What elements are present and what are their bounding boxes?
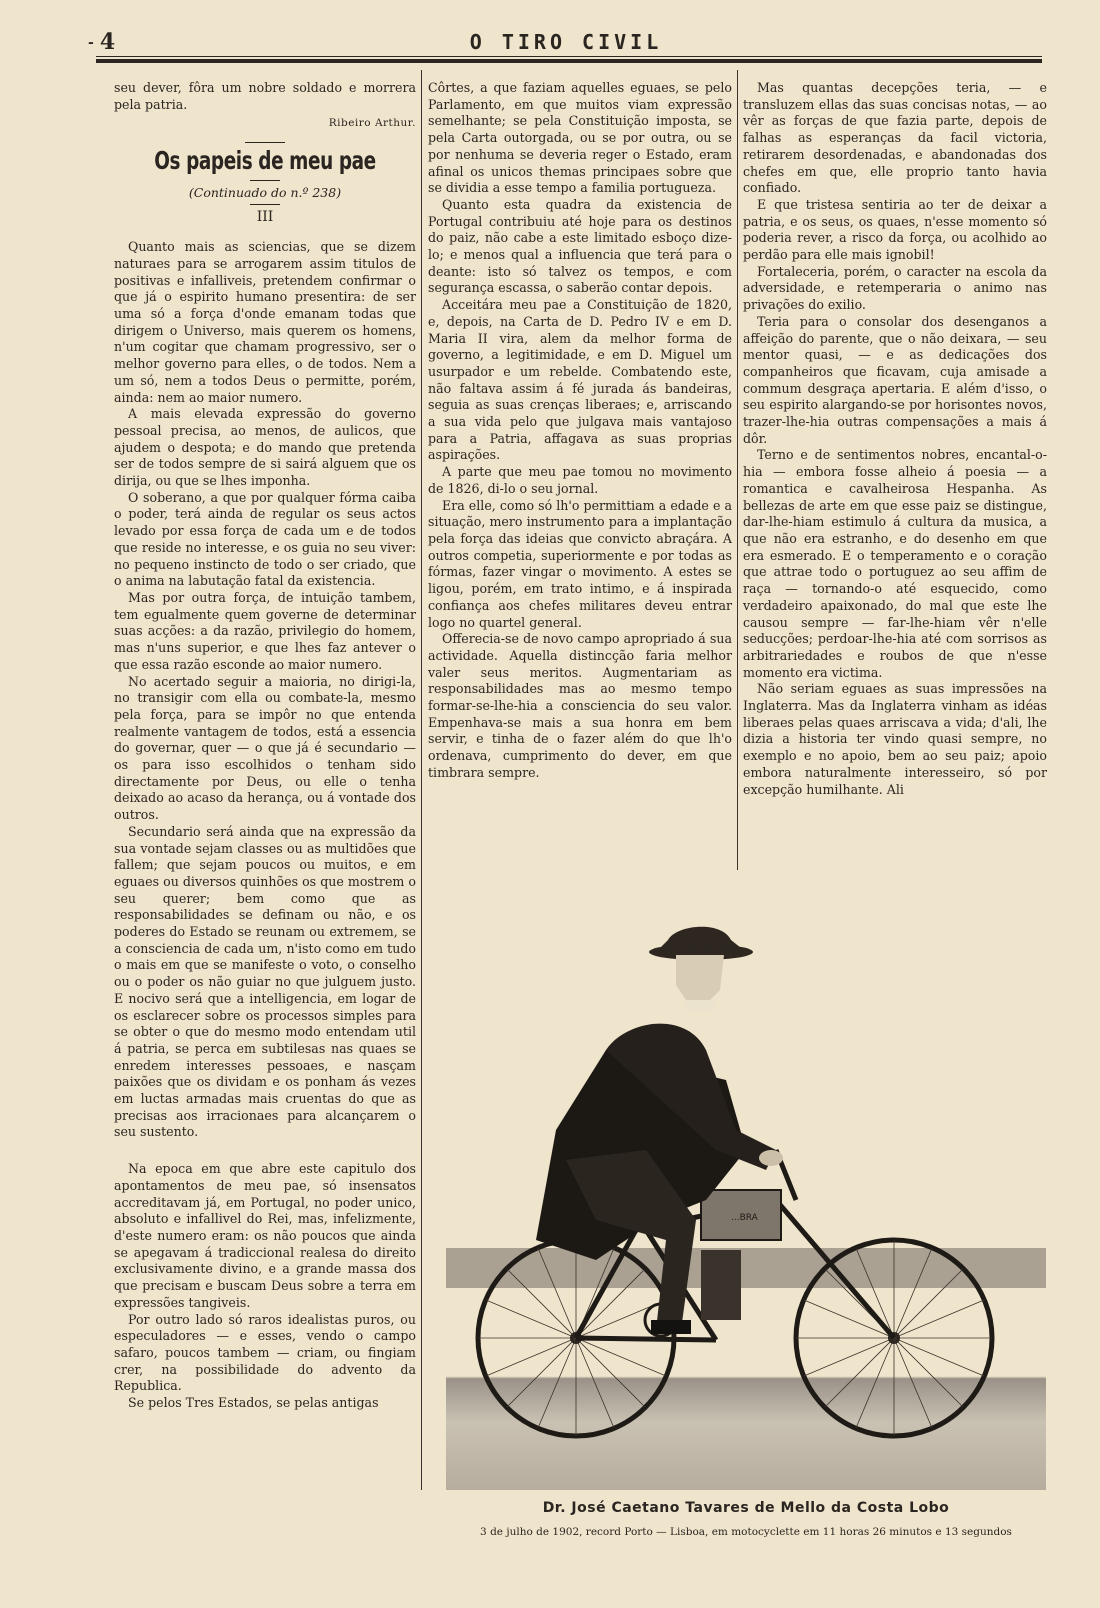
paragraph: Teria para o consolar dos desenganos a affeição do parente, que o não deixara, — seu mentor quasi, — e as dedicações dos companheiros que ficavam, cuja amisade a commum desgraça apertaria. E além d'isso, o seu espirito alargando-se por horisontes novos, trazer-lhe-hia outras compensações a mais á dôr. (743, 313, 1047, 446)
column-3 (743, 80, 1047, 798)
paragraph: O soberano, a que por qualquer fórma caiba o poder, terá ainda de regular os seus actos levado por essa força de cada um e de todos que reside no interesse, e os guia no seu viver: no pequeno instincto de todo o ser criado, que o anima na labutação fatal da existencia. (114, 489, 416, 589)
column-divider-1 (421, 70, 422, 1490)
paragraph: Na epoca em que abre este capitulo dos apontamentos de meu pae, só insensatos accreditavam já, em Portugal, no poder unico, absoluto e infallivel do Rei, mas, infelizmente, d'este numero eram: os não poucos que ainda se apegavam á tradiccional realesa do direito exclusivamente divino, e a grande massa dos que precisam e buscam Deus sobre a terra em expressões tangiveis. (114, 1161, 416, 1310)
section-rule (250, 204, 280, 205)
continued-note: (Continuado do n.º 238) (188, 184, 342, 200)
photo-caption-detail: 3 de julho de 1902, record Porto — Lisboa, em motocyclette em 11 horas 26 minutos e 13 segundos (480, 1526, 1012, 1538)
paragraph: Se pelos Tres Estados, se pelas antigas (128, 1395, 379, 1411)
engine (701, 1250, 741, 1320)
column-2 (428, 80, 732, 782)
paragraph: Era elle, como só lh'o permittiam a edade e a situação, mero instrumento para a implantação pela força das ideias que convicto abraçára. A outros competia, superiormente e por todas as fórmas, fazer vingar o movimento. A estes se ligou, porém, em trato intimo, e á inspirada confiança aos chefes militares deveu entrar logo no quartel general. (428, 497, 732, 630)
paragraph: Offerecia-se de novo campo apropriado á sua actividade. Aquella distincção faria melhor valer seus meritos. Augmentariam as responsabilidades mas ao mesmo tempo formar-se-lhe-hia a consciencia do seu valor. Empenhava-se mais a sua honra em bem servir, e tinha de o fazer além do que lh'o ordenava, cumprimento do dever, em que timbrara sempre. (428, 631, 732, 780)
article-title: Os papeis de meu pae (154, 146, 376, 176)
paragraph: Quanto esta quadra da existencia de Portugal contribuiu até hoje para os destinos do paiz, não cabe a este limitado esboço dize-lo; e menos qual a influencia que terá para o deante: isto só talvez os tempos, e com segurança escassa, o saberão contar depois. (428, 196, 732, 296)
paragraph: Acceitára meu pae a Constituição de 1820, e, depois, na Carta de D. Pedro IV e em D. Maria II vira, alem da melhor forma de governo, a legitimidade, e em D. Miguel um usurpador e um rebelde. Combatendo este, não faltava assim á fé jurada ás bandeiras, seguia as suas crenças liberaes; e, arriscando a sua vida pelo que julgava mais vantajoso para a Patria, affagava as suas proprias aspirações. (428, 297, 732, 463)
page-number: - 4 (88, 29, 115, 55)
signature: Ribeiro Arthur. (328, 117, 416, 130)
section-number: III (256, 208, 274, 225)
section-gap (114, 1141, 416, 1161)
paragraph: Côrtes, a que faziam aquelles eguaes, se pelo Parlamento, em que muitos viam expressão semelhante; se pela Constituição imposta, se pela Carta outorgada, ou se por outra, ou se por nenhuma se deveria reger o Estado, eram afinal os unicos themas principaes sobre que se dividia a esse tempo a familia portugueza. (428, 80, 732, 196)
paragraph: Terno e de sentimentos nobres, encantal-o-hia — embora fosse alheio á poesia — a romantica e cavalheirosa Hespanha. As bellezas de arte em que esse paiz se distingue, dar-lhe-hiam estimulo á cultura da musica, a que não era estranho, e do desenho em que era esmerado. E o temperamento e o coração que attrae todo o portuguez ao seu affim de raça — tornando-o até esquecido, como verdadeiro apaixonado, do mal que este lhe causou sempre — far-lhe-hiam vêr n'elle seducções; perdoar-lhe-hia até com sorrisos as arbitrariedades e roubos de que n'esse momento era victima. (743, 447, 1047, 680)
title-underline (250, 180, 280, 181)
tank-lettering: ...BRA (731, 1213, 758, 1223)
header-rule-thin (96, 56, 1042, 57)
paragraph: Mas por outra força, de intuição tambem, tem egualmente quem governe de determinar suas acções: a da razão, privilegio do homem, mas n'uns superior, e que lhes faz antever o que essa razão esconde ao maior numero. (114, 589, 416, 672)
masthead-title: O TIRO CIVIL (469, 30, 663, 54)
paragraph: Quanto mais as sciencias, que se dizem naturaes para se arrogarem assim titulos de positivas e infalliveis, pretendem confirmar o que já o espirito humano presentira: de ser uma só a força d'onde emanam todas que dirigem o Universo, mais querem os homens, n'um cogitar que chamam progressivo, ser o melhor governo para elles, o de todos. Nem a um só, nem a todos Deus o permitte, porém, ainda: nem ao maior numero. (114, 239, 416, 405)
column-divider-2 (737, 70, 738, 870)
paragraph: A mais elevada expressão do governo pessoal precisa, ao menos, de aulicos, que ajudem o despota; e do mando que pretenda ser de todos sempre de si sairá alguem que os dirija, ou que se lhes imponha. (114, 406, 416, 489)
photo-horizon (446, 1248, 1046, 1288)
paragraph: Por outro lado só raros idealistas puros, ou especuladores — e esses, vendo o campo safaro, poucos tambem — criam, ou fingiam crer, na possibilidade do advento da Republica. (114, 1311, 416, 1394)
column-1 (114, 80, 416, 1412)
paragraph: No acertado seguir a maioria, no dirigi-la, no transigir com ella ou combate-la, mesmo pela força, para se impôr no que entenda realmente vantagem de todos, está a essencia do governar, quer — o que já é secundario — os para isso escolhidos o tenham sido directamente por Deus, ou elle o tenha deixado ao acaso da herança, ou á vontade dos outros. (114, 673, 416, 823)
paragraph: Secundario será ainda que na expressão da sua vontade sejam classes ou as multidões que fallem; que sejam poucos ou muitos, e em eguaes ou diversos quinhões os que mostrem o seu querer; bem como que as responsabilidades se definam ou não, e os poderes do Estado se reunam ou extremem, se a consciencia de cada um, n'isto como em tudo o mais em que se manifeste o voto, o conselho ou o poder os não guiar no que julguem justo. E nocivo será que a intelligencia, em logar de os esclarecer sobre os processos simples para se obter o que do mesmo modo entendam util á patria, se perca em subtilesas nas quaes se enredem interesses pessoaes, e nasçam paixões que os dividam e os ponham ás vezes em luctas armadas mais cruentas do que as precisas aos irracionaes para alcançarem o seu sustento. (114, 823, 416, 1140)
paragraph: E que tristesa sentiria ao ter de deixar a patria, e os seus, os quaes, n'esse momento só poderia rever, a risco da força, ou acolhido ao perdão para elle mais ignobil! (743, 196, 1047, 263)
paragraph: A parte que meu pae tomou no movimento de 1826, di-lo o seu jornal. (428, 464, 732, 496)
paragraph: Não seriam eguaes as suas impressões na Inglaterra. Mas da Inglaterra vinham as idéas liberaes pelas quaes arriscava a vida; d'ali, lhe dizia a historia ter vindo quasi sempre, no exemplo e no apoio, bem ao seu paiz; apoio embora naturalmente interesseiro, só por excepção humilhante. Ali (743, 681, 1047, 797)
paragraph: Mas quantas decepções teria, — e transluzem ellas das suas concisas notas, — ao vêr as forças de que fazia parte, depois de falhas as esperanças da facil victoria, retirarem desordenadas, e abandonadas dos chefes em que, elle proprio tanto havia confiado. (743, 80, 1047, 196)
separator-rule (245, 142, 285, 143)
header-rule-thick (96, 59, 1042, 63)
motorcycle-photo (446, 900, 1046, 1490)
photo-caption-name: Dr. José Caetano Tavares de Mello da Costa Lobo (542, 1500, 950, 1516)
article-ending: seu dever, fôra um nobre soldado e morrera pela patria. (114, 80, 416, 112)
paragraph: Fortaleceria, porém, o caracter na escola da adversidade, e retemperaria o animo nas privações do exilio. (743, 263, 1047, 313)
